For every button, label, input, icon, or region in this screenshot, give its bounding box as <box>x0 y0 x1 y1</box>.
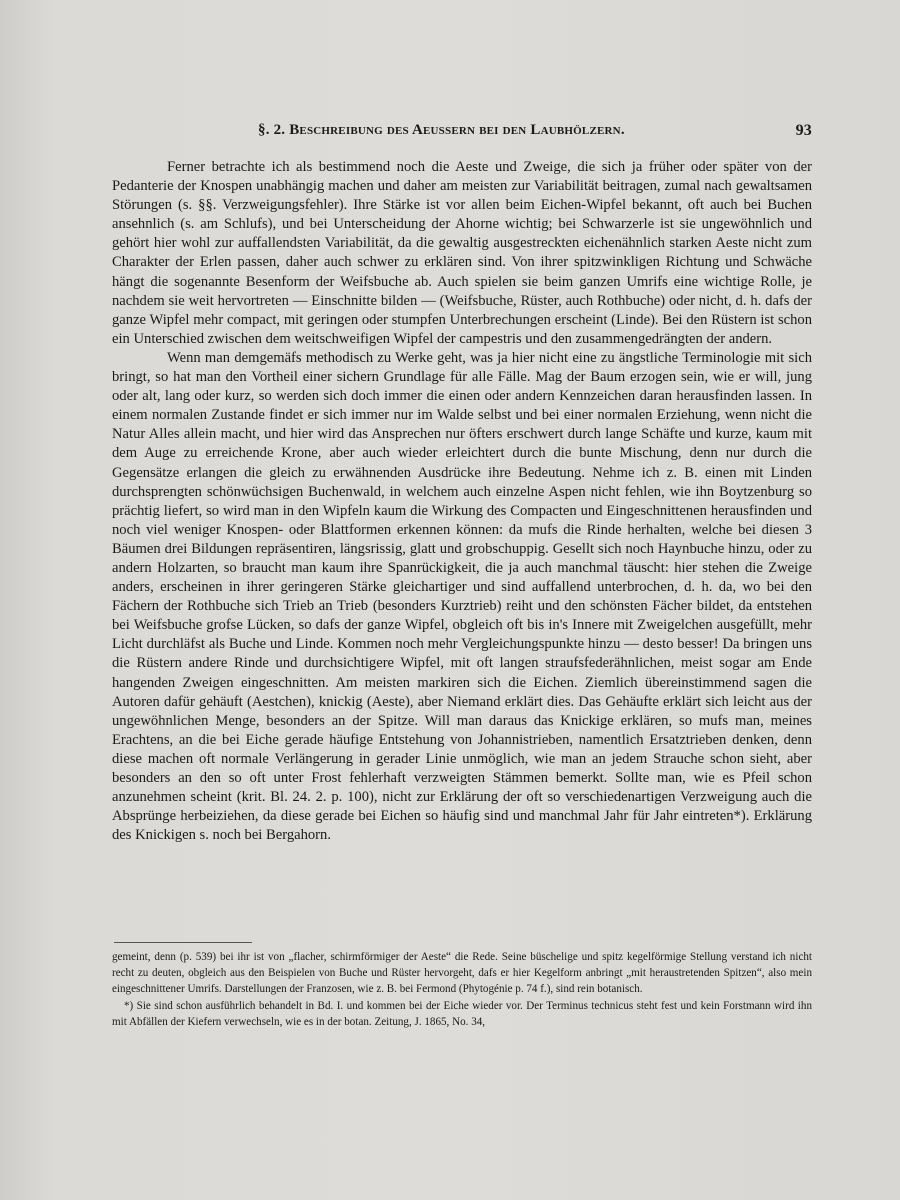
paragraph: Ferner betrachte ich als bestimmend noch die Aeste und Zweige, die sich ja früher oder später von der Pedanterie der Knospen unabhängig machen und daher am meisten zur Variabilität beitragen, zumal nach gewaltsamen Störungen (s. §§. Verzweigungsfehler). Ihre Stärke ist vor allen beim Eichen-Wipfel bekannt, oft auch bei Buchen ansehnlich (s. am Schlufs), und bei Unterscheidung der Ahorne wichtig; bei Schwarzerle ist sie ungewöhnlich und gehört hier wohl zur auffallendsten Variabilität, da die gewaltig ausgestreckten eichenähnlich starken Aeste nicht zum Charakter der Erlen passen, daher auch schwer zu erklären sind. Von ihrer spitzwinkligen Richtung und Schwäche hängt die sogenannte Besenform der Weifsbuche ab. Auch spielen sie beim ganzen Umrifs eine wichtige Rolle, je nachdem sie weit hervortreten — Einschnitte bilden — (Weifsbuche, Rüster, auch Rothbuche) oder nicht, d. h. dafs der ganze Wipfel mehr compact, mit geringen oder stumpfen Unterbrechungen erscheint (Linde). Bei den Rüstern ist schon ein Unterschied zwischen dem weitschweifigen Wipfel der campestris und den zusammengedrängten der andern. <box>112 159 812 347</box>
main-text <box>112 158 812 845</box>
footnote: *) Sie sind schon ausführlich behandelt in Bd. I. und kommen bei der Eiche wieder vor. Der Terminus technicus steht fest und kein Forstmann wird ihn mit Abfällen der Kiefern verwechseln, wie es in der botan. Zeitung, J. 1865, No. 34, <box>112 1000 812 1029</box>
footnote-continuation: gemeint, denn (p. 539) bei ihr ist von „flacher, schirmförmiger der Aeste“ die Rede. Seine büschelige und spitz kegelförmige Stellung verstand ich nicht recht zu deuten, obgleich aus den Beispielen von Buche und Rüster hervorgeht, dafs er hier Kegelform anbringt „mit heraustretenden Spitzen“, also mein eingeschnittener Umrifs. Darstellungen der Franzosen, wie z. B. bei Fermond (Phytogénie p. 74 f.), sind rein botanisch. <box>112 951 812 995</box>
running-header <box>112 122 812 144</box>
running-title: §. 2. Beschreibung des Aeussern bei den Laubhölzern. <box>258 122 625 138</box>
footnote-separator <box>114 942 252 943</box>
page-number: 93 <box>795 122 812 139</box>
footnotes <box>112 950 812 1031</box>
paragraph: Wenn man demgemäfs methodisch zu Werke geht, was ja hier nicht eine zu ängstliche Terminologie mit sich bringt, so hat man den Vortheil einer sichern Grundlage für alle Fälle. Mag der Baum erzogen sein, wie er will, jung oder alt, lang oder kurz, so werden sich doch immer die einen oder andern Kennzeichen daran herausfinden lassen. In einem normalen Zustande findet er sich immer nur im Walde selbst und bei einer normalen Erziehung, wenn nicht die Natur Alles allein macht, und hier wird das Ansprechen nur öfters erschwert durch lange Schäfte und kurze, kaum mit dem Auge zu erreichende Krone, aber auch wieder erleichtert durch die bunte Mischung, denn nur durch die Gegensätze erlangen die gleich zu erwähnenden Ausdrücke ihre Bedeutung. Nehme ich z. B. einen mit Linden durchsprengten schönwüchsigen Buchenwald, in welchem auch einzelne Aspen nicht fehlen, wie ihn Boytzenburg so prächtig liefert, so wird man in den Wipfeln kaum die Wirkung des Compacten und Eingeschnittenen herausfinden und noch viel weniger Knospen- oder Blattformen erkennen können: da mufs die Rinde herhalten, welche bei diesen 3 Bäumen drei Bildungen repräsentiren, längsrissig, glatt und grobschuppig. Gesellt sich noch Haynbuche hinzu, oder zu andern Holzarten, so braucht man kaum ihre Spanrückigkeit, die ja auch manchmal täuscht: hier stehen die Zweige anders, erscheinen in ihrer geringeren Stärke gleichartiger und sind auffallend unterbrochen, d. h. da, wo bei den Fächern der Rothbuche sich Trieb an Trieb (besonders Kurztrieb) reiht und den schönsten Fächer bildet, da entstehen bei Weifsbuche grofse Lücken, so dafs der ganze Wipfel, obgleich oft bis in's Innere mit Zweigelchen ausgefüllt, mehr Licht durchläfst als Buche und Linde. Kommen noch mehr Vergleichungspunkte hinzu — desto besser! Da bringen uns die Rüstern andere Rinde und durchsichtigere Wipfel, mit oft langen straufsfederähnlichen, meist sogar am Ende hangenden Zweigen eingeschnitten. Am meisten markiren sich die Eichen. Ziemlich übereinstimmend sagen die Autoren dafür gehäuft (Aestchen), knickig (Aeste), aber Niemand erklärt dies. Das Gehäufte erklärt sich leicht aus der ungewöhnlichen Menge, besonders an der Spitze. Will man daraus das Knickige erklären, so mufs man, meines Erachtens, an die bei Eiche gerade häufige Entstehung von Johannistrieben, namentlich Ersatztrieben denken, denn diese machen oft normale Verlängerung in gerader Linie unmöglich, wie man an jedem Strauche schon sieht, aber besonders an den so oft unter Frost fehlerhaft verzweigten Stämmen bemerkt. Sollte man, wie es Pfeil schon anzunehmen scheint (krit. Bl. 24. 2. p. 100), nicht zur Erklärung der oft so verschiedenartigen Verzweigung auch die Absprünge herbeiziehen, da diese gerade bei Eichen so häufig sind und manchmal Jahr für Jahr eintreten*). Erklärung des Knickigen s. noch bei Bergahorn. <box>112 349 812 844</box>
